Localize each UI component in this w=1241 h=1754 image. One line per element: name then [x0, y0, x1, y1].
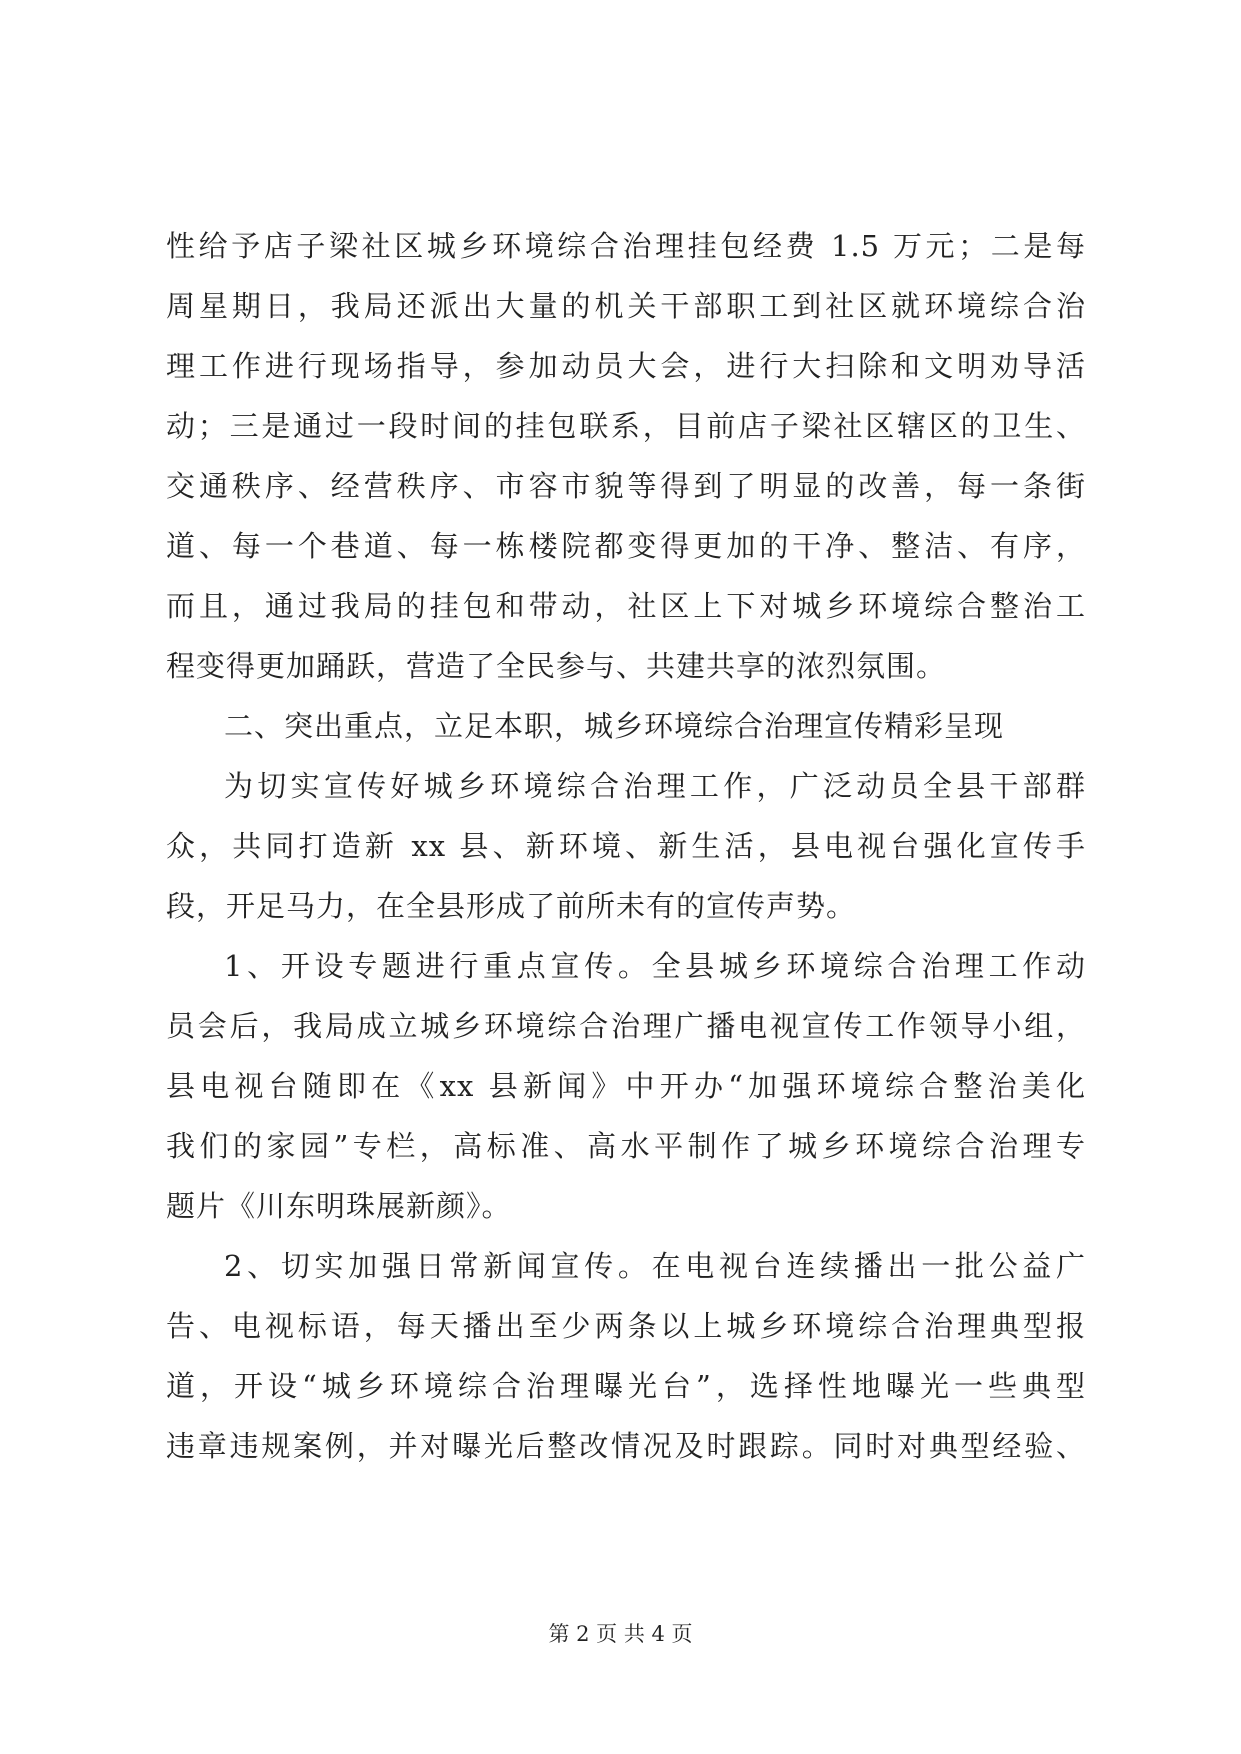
body-line: 交通秩序、经营秩序、市容市貌等得到了明显的改善，每一条街 — [166, 469, 1086, 503]
page-footer: 第 2 页 共 4 页 — [548, 1622, 693, 1646]
paragraph-first-line: 1、开设专题进行重点宣传。全县城乡环境综合治理工作动 — [224, 949, 1086, 983]
paragraph-first-line: 2、切实加强日常新闻宣传。在电视台连续播出一批公益广 — [224, 1249, 1086, 1283]
body-line: 周星期日，我局还派出大量的机关干部职工到社区就环境综合治 — [166, 289, 1086, 323]
body-line: 告、电视标语，每天播出至少两条以上城乡环境综合治理典型报 — [166, 1309, 1086, 1343]
body-line: 而且，通过我局的挂包和带动，社区上下对城乡环境综合整治工 — [166, 589, 1086, 623]
body-line: 员会后，我局成立城乡环境综合治理广播电视宣传工作领导小组， — [166, 1009, 1086, 1043]
paragraph-first-line: 为切实宣传好城乡环境综合治理工作，广泛动员全县干部群 — [224, 769, 1086, 803]
body-line: 理工作进行现场指导，参加动员大会，进行大扫除和文明劝导活 — [166, 349, 1086, 383]
section-heading: 二、突出重点，立足本职，城乡环境综合治理宣传精彩呈现 — [224, 709, 1005, 743]
body-line: 县电视台随即在《xx 县新闻》中开办“加强环境综合整治美化 — [166, 1069, 1086, 1103]
body-line: 性给予店子梁社区城乡环境综合治理挂包经费 1.5 万元；二是每 — [166, 229, 1086, 263]
body-line: 题片《川东明珠展新颜》。 — [166, 1189, 512, 1223]
body-line: 道、每一个巷道、每一栋楼院都变得更加的干净、整洁、有序， — [166, 529, 1086, 563]
body-line: 违章违规案例，并对曝光后整改情况及时跟踪。同时对典型经验、 — [166, 1429, 1086, 1463]
document-body — [166, 216, 1086, 1476]
body-line: 段，开足马力，在全县形成了前所未有的宣传声势。 — [166, 889, 857, 923]
body-line: 众，共同打造新 xx 县、新环境、新生活，县电视台强化宣传手 — [166, 829, 1086, 863]
body-line: 道，开设“城乡环境综合治理曝光台”，选择性地曝光一些典型 — [166, 1369, 1086, 1403]
body-line: 我们的家园”专栏，高标准、高水平制作了城乡环境综合治理专 — [166, 1129, 1086, 1163]
body-line: 程变得更加踊跃，营造了全民参与、共建共享的浓烈氛围。 — [166, 649, 947, 683]
body-line: 动；三是通过一段时间的挂包联系，目前店子梁社区辖区的卫生、 — [166, 409, 1086, 443]
